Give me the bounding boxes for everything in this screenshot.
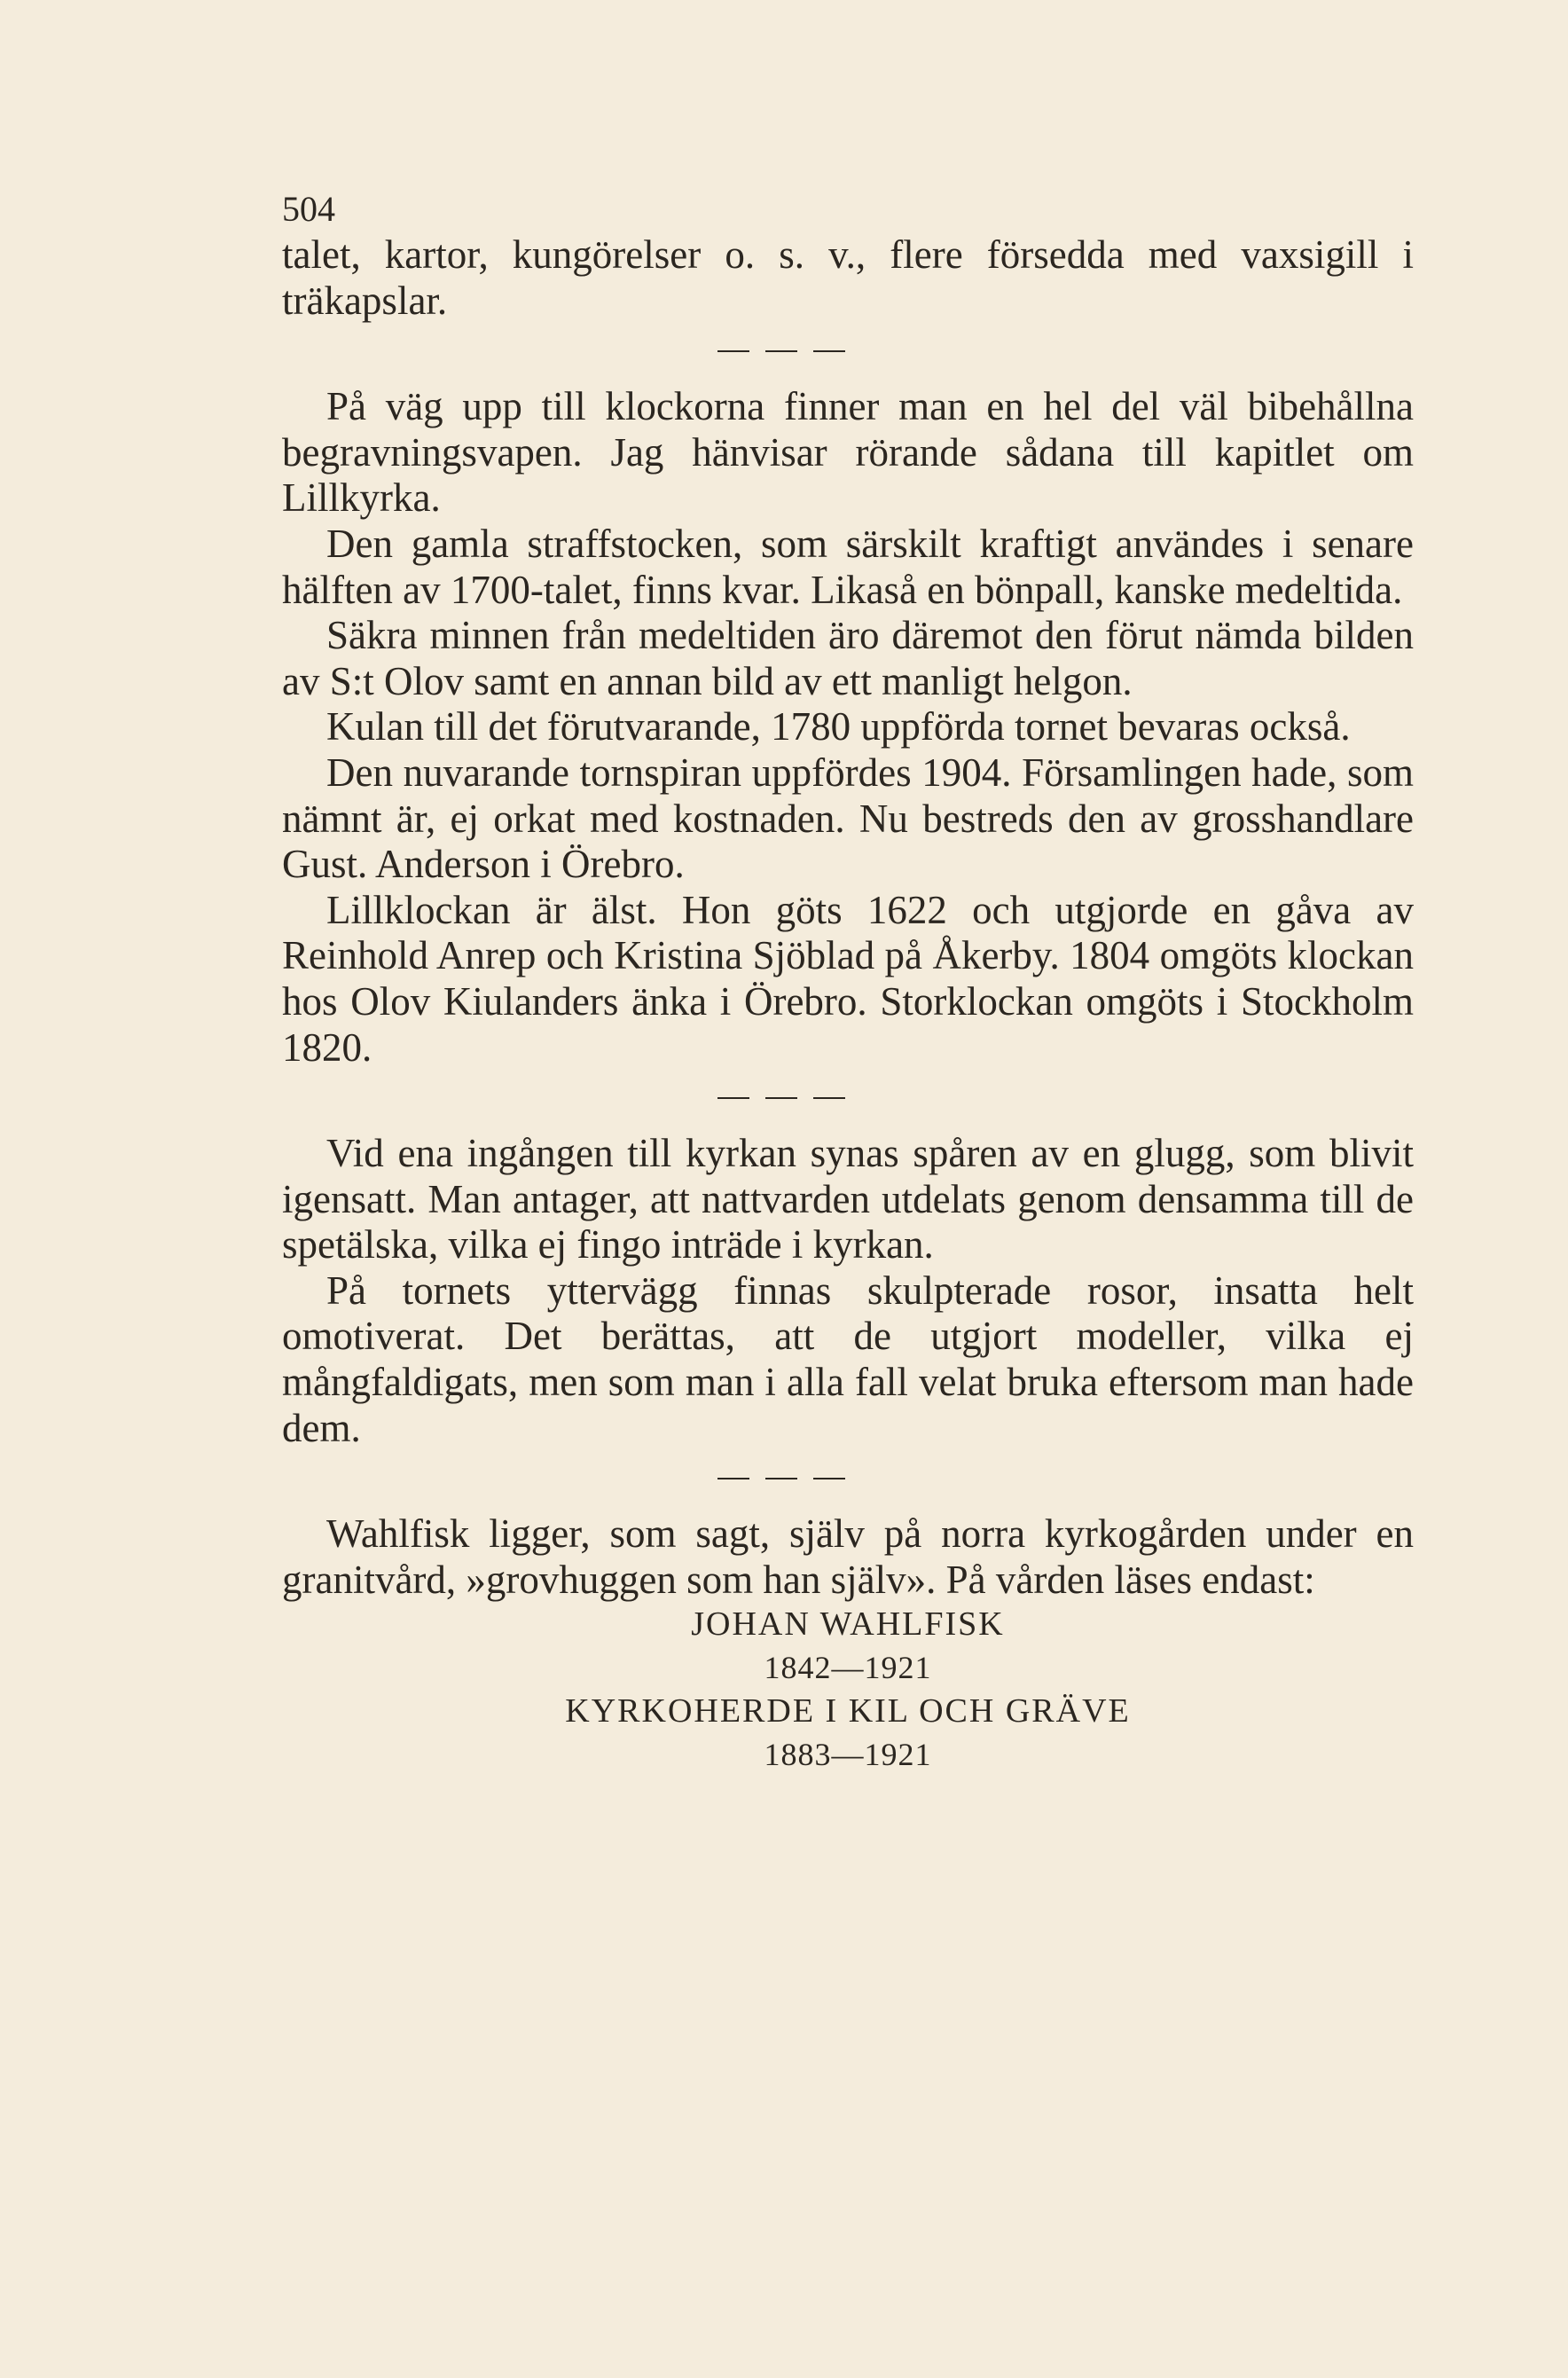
paragraph: Säkra minnen från medeltiden äro däremot den förut nämda bilden av S:t Olov samt en annan bild av ett manligt helgon. [282, 613, 1414, 703]
inscription-name: JOHAN WAHLFISK [691, 1605, 1005, 1644]
section-divider [282, 1097, 1414, 1099]
paragraph: Den gamla straffstocken, som särskilt kraftigt användes i senare hälften av 1700-talet, finns kvar. Likaså en bönpall, kanske medeltida. [282, 521, 1414, 612]
page-number: 504 [282, 189, 335, 229]
paragraph: På väg upp till klockorna finner man en hel del väl bibehållna begravningsvapen. Jag hänvisar rörande sådana till kapitlet om Lillkyrka. [282, 384, 1414, 521]
paragraph: Lillklockan är älst. Hon göts 1622 och utgjorde en gåva av Reinhold Anrep och Kristina Sjöblad på Åkerby. 1804 omgöts klockan hos Olov Kiulanders änka i Örebro. Storklockan omgöts i Stockholm 1820. [282, 887, 1414, 1070]
paragraph: Den nuvarande tornspiran uppfördes 1904. Församlingen hade, som nämnt är, ej orkat med kostnaden. Nu bestreds den av grosshandlare Gust. Anderson i Örebro. [282, 750, 1414, 887]
paragraph: talet, kartor, kungörelser o. s. v., flere försedda med vaxsigill i träkapslar. [282, 232, 1414, 323]
paragraph: Vid ena ingången till kyrkan synas spåren av en glugg, som blivit igensatt. Man antager, att nattvarden utdelats genom densamma till de spetälska, vilka ej fingo inträde i kyrkan. [282, 1131, 1414, 1267]
section-divider [282, 1478, 1414, 1479]
paragraph: Kulan till det förutvarande, 1780 uppförda tornet bevaras också. [326, 704, 1351, 750]
grave-inscription [282, 1603, 1414, 1777]
section-divider [282, 350, 1414, 352]
paragraph: På tornets yttervägg finnas skulpterade rosor, insatta helt omotiverat. Det berättas, att de utgjort modeller, vilka ej mångfaldigats, men som man i alla fall velat bruka eftersom man hade dem. [282, 1267, 1414, 1450]
paragraph: Wahlfisk ligger, som sagt, själv på norra kyrkogården under en granitvård, »grovhuggen som han själv». På vården läses endast: [282, 1511, 1414, 1602]
inscription-years: 1883—1921 [764, 1737, 932, 1773]
inscription-years: 1842—1921 [764, 1650, 932, 1686]
body-text [282, 232, 1414, 1777]
inscription-title: KYRKOHERDE I KIL OCH GRÄVE [565, 1692, 1131, 1731]
